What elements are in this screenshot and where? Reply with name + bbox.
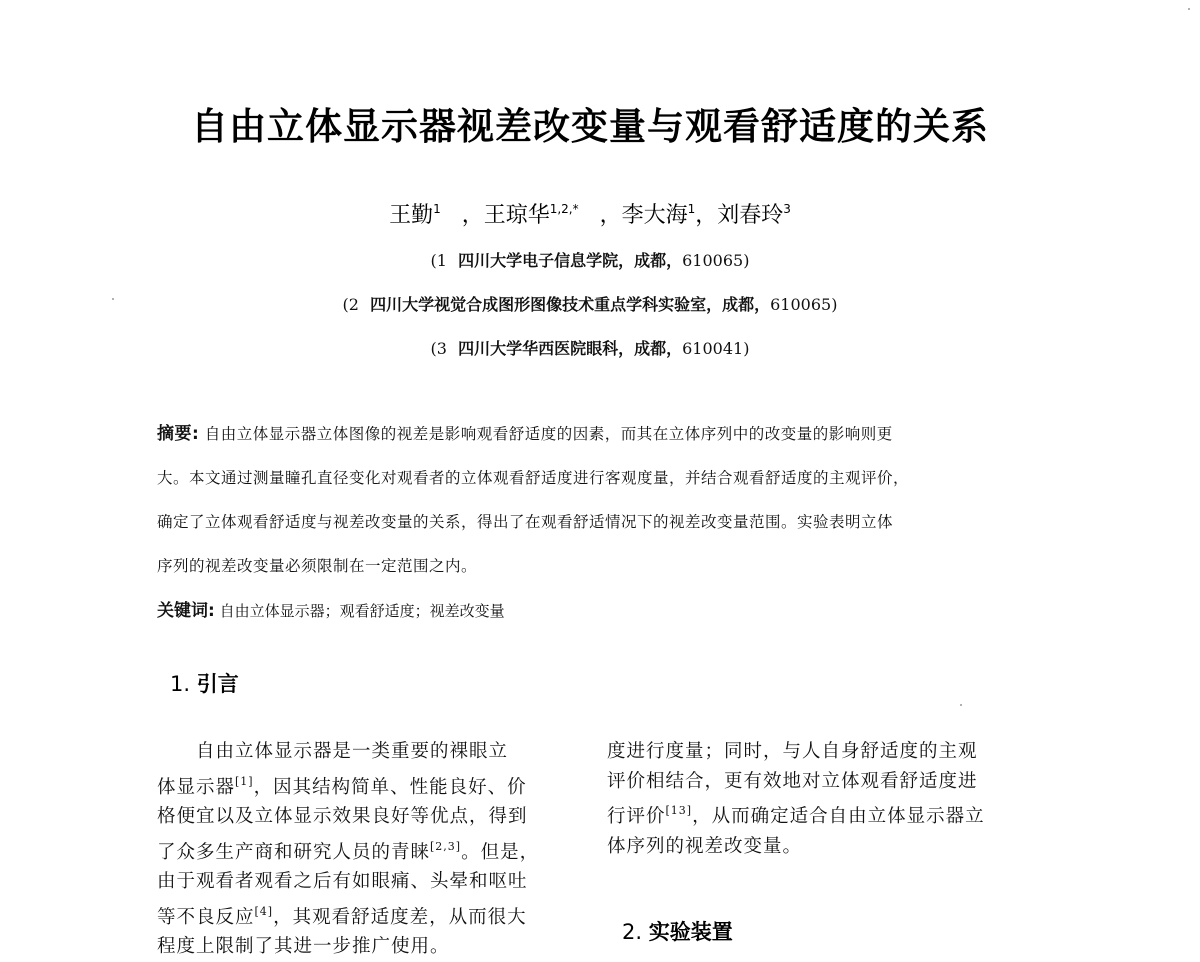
abstract-label: 摘要: <box>157 424 200 444</box>
citation: [1] <box>235 774 254 788</box>
body-line: 了众多生产商和研究人员的青睐[2,3]。但是， <box>157 839 540 863</box>
abstract-line: 确定了立体观看舒适度与视差改变量的关系，得出了在观看舒适情况下的视差改变量范围。实验表明立体 <box>157 513 894 531</box>
abstract-line: 摘要: 自由立体显示器立体图像的视差是影响观看舒适度的因素，而其在立体序列中的改变量的影响则更 <box>157 424 893 444</box>
author-affiliation-mark: 3 <box>783 202 791 216</box>
author-affiliation-mark: 1,2,* <box>549 202 579 216</box>
scan-speck <box>960 704 962 706</box>
keywords-text: 自由立体显示器；观看舒适度；视差改变量 <box>219 602 505 620</box>
paper-title: 自由立体显示器视差改变量与观看舒适度的关系 <box>191 105 989 148</box>
author-affiliation-mark: 1 <box>433 202 441 216</box>
scan-speck <box>1188 8 1190 10</box>
author-name: 王琼华 <box>483 203 550 228</box>
body-line: 由于观看者观看之后有如眼痛、头晕和呕吐 <box>157 871 528 892</box>
body-line: 体显示器[1]，因其结构简单、性能良好、价 <box>157 774 527 798</box>
author-affiliation-mark: 1 <box>687 202 696 216</box>
right-column <box>607 737 1037 861</box>
keywords-label: 关键词: <box>157 601 215 621</box>
body-line: 程度上限制了其进一步推广使用。 <box>157 936 450 957</box>
citation: [2,3] <box>430 839 462 853</box>
abstract-line: 大。本文通过测量瞳孔直径变化对观看者的立体观看舒适度进行客观度量，并结合观看舒适度的主观评价， <box>157 469 910 487</box>
abstract <box>157 412 1037 588</box>
body-line: 体序列的视差改变量。 <box>607 835 803 857</box>
affiliation: (1 四川大学电子信息学院，成都，610065) <box>430 251 750 270</box>
affiliation: (2 四川大学视觉合成图形图像技术重点学科实验室，成都，610065) <box>342 295 838 314</box>
body-line: 评价相结合，更有效地对立体观看舒适度进 <box>607 770 978 792</box>
author-name: 李大海 <box>621 203 688 228</box>
affiliation: (3 四川大学华西医院眼科，成都，610041) <box>430 339 750 358</box>
author-name: 王勤 <box>389 203 434 228</box>
scan-speck <box>112 298 114 300</box>
body-line: 行评价[13]，从而确定适合自由立体显示器立 <box>607 804 985 827</box>
left-column <box>157 737 577 962</box>
body-line: 度进行度量；同时，与人自身舒适度的主观 <box>607 741 978 762</box>
body-line: 格便宜以及立体显示效果良好等优点，得到 <box>157 806 528 827</box>
keywords <box>157 596 505 621</box>
abstract-line: 序列的视差改变量必须限制在一定范围之内。 <box>157 557 478 575</box>
citation: [13] <box>665 804 693 817</box>
body-line: 等不良反应[4]，其观看舒适度差，从而很大 <box>157 904 527 928</box>
author-name: 刘春玲 <box>717 203 784 228</box>
body-line: 自由立体显示器是一类重要的裸眼立 <box>157 741 509 762</box>
author-list: 王勤$^1$ ，王琼华$^{1,2,*}$ ，李大海$^1$，刘春玲$^3$ <box>389 202 791 228</box>
section-heading-introduction: 1. 引言 <box>170 672 239 696</box>
citation: [4] <box>254 904 274 918</box>
section-heading-apparatus: 2. 实验装置 <box>622 920 733 944</box>
